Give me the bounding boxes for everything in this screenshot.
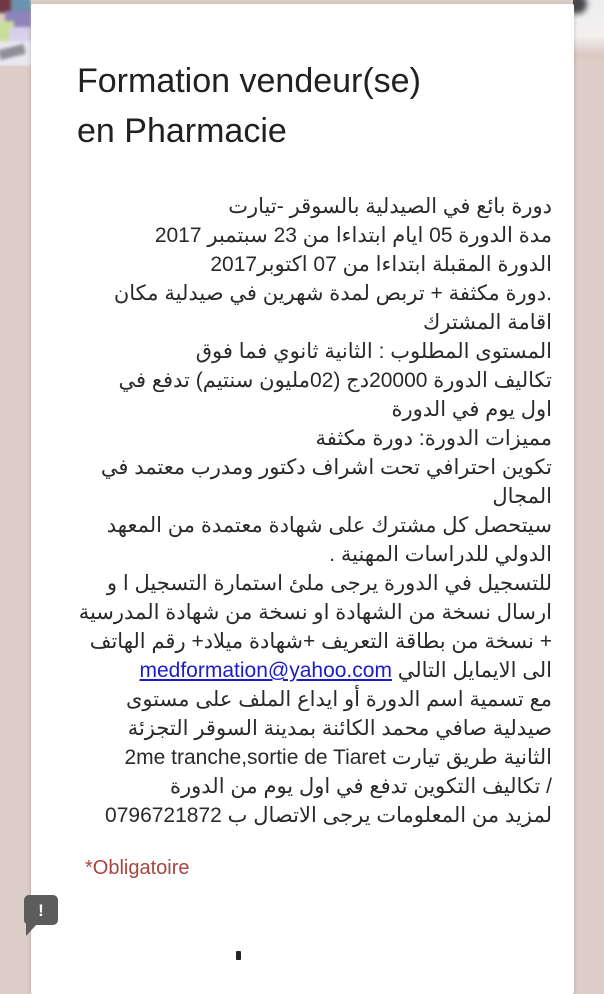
form-description	[31, 192, 574, 830]
form-title	[31, 4, 574, 156]
description-line: / تكاليف التكوين تدفع في اول يوم من الدورة	[170, 775, 552, 798]
description-line: اول يوم في الدورة	[391, 398, 552, 421]
description-line: تكوين احترافي تحت اشراف دكتور ومدرب معتمد في	[100, 456, 552, 479]
form-card	[31, 4, 574, 994]
bubble-tail	[26, 923, 38, 936]
exclamation-icon: !	[38, 900, 44, 920]
form-title-line1: Formation vendeur(se)	[77, 62, 421, 100]
description-lines	[57, 192, 552, 830]
description-line: مدة الدورة 05 ايام ابتداءا من 23 سبتمبر 2017	[154, 224, 552, 247]
description-line: الدورة المقبلة ابتداءا من 07 اكتوبر2017	[210, 253, 552, 276]
email-link[interactable]: medformation@yahoo.com	[139, 659, 392, 682]
description-line: دورة بائع في الصيدلية بالسوقر -تيارت	[228, 195, 552, 218]
email-line-prefix: الى الايمايل التالي	[391, 659, 552, 682]
description-line: المستوى المطلوب : الثانية ثانوي فما فوق	[195, 340, 552, 363]
next-block-text-peek	[236, 951, 241, 960]
description-line: تكاليف الدورة 20000دج (02مليون سنتيم) تدفع في	[118, 369, 552, 392]
description-line: الثانية طريق تيارت 2me tranche,sortie de Tiaret	[124, 746, 552, 769]
description-line: سيتحصل كل مشترك على شهادة معتمدة من المعهد	[106, 514, 552, 537]
description-line: مع تسمية اسم الدورة أو ايداع الملف على مستوى	[125, 688, 552, 711]
form-title-line2: en Pharmacie	[77, 112, 287, 150]
description-line	[57, 656, 552, 685]
description-line: لمزيد من المعلومات يرجى الاتصال ب 0796721872	[105, 804, 552, 827]
banner-image-right-fragment	[573, 0, 604, 64]
description-line: ارسال نسخة من الشهادة او نسخة من شهادة المدرسية	[78, 601, 552, 624]
description-line: صيدلية صافي محمد الكائنة بمدينة السوقر التجزئة	[127, 717, 552, 740]
description-line: اقامة المشترك	[423, 311, 552, 334]
description-line: الدولي للدراسات المهنية .	[329, 543, 552, 566]
description-line: + نسخة من بطاقة التعريف +شهادة ميلاد+ رقم الهاتف	[89, 630, 552, 653]
description-line: للتسجيل في الدورة يرجى ملئ استمارة التسجيل ا و	[106, 572, 552, 595]
required-note: *Obligatoire	[85, 857, 190, 879]
description-line: .دورة مكثفة + تربص لمدة شهرين في صيدلية مكان	[113, 282, 552, 305]
banner-image-left-fragment	[0, 0, 31, 66]
description-line: المجال	[492, 485, 552, 508]
feedback-bubble-button[interactable]	[24, 895, 58, 925]
description-line: مميزات الدورة: دورة مكثفة	[315, 427, 552, 450]
